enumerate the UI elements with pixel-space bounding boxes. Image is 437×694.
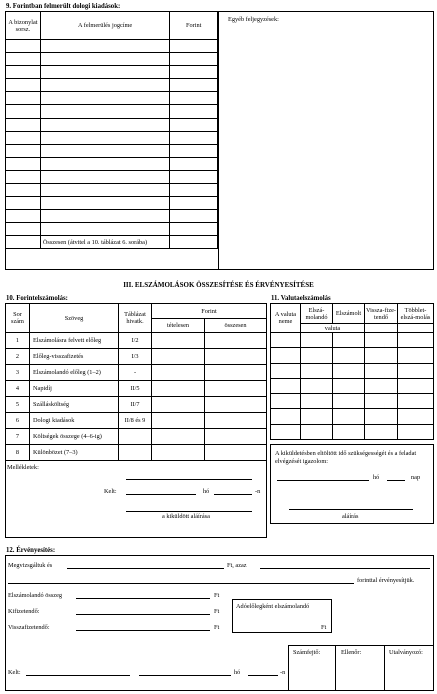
valuta-cell[interactable] bbox=[333, 394, 365, 409]
valuta-row bbox=[271, 394, 434, 409]
adoeloleg-box[interactable] bbox=[232, 599, 332, 633]
s9-row bbox=[6, 105, 218, 118]
s9-row bbox=[6, 66, 218, 79]
sig-box-div1 bbox=[335, 645, 336, 691]
visszafizetendo-line[interactable] bbox=[76, 630, 210, 631]
row-number: 4 bbox=[6, 381, 30, 397]
forint-row bbox=[6, 413, 267, 429]
valuta-table bbox=[270, 303, 434, 440]
kifizetendo-label: Kifizetendő: bbox=[8, 608, 40, 615]
forint-row bbox=[6, 445, 267, 461]
valuta-cell[interactable] bbox=[398, 363, 434, 378]
valuta-cell[interactable] bbox=[398, 424, 434, 439]
ellenor-label: Ellenőr: bbox=[341, 649, 362, 656]
row-osszesen[interactable] bbox=[205, 333, 267, 349]
valuta-cell[interactable] bbox=[271, 363, 301, 378]
valuta-cell[interactable] bbox=[301, 333, 333, 348]
s9-row bbox=[6, 144, 218, 157]
row-tetelesen[interactable] bbox=[152, 365, 205, 381]
s12-kelt-label: Kelt: bbox=[8, 669, 21, 676]
kelt-label: Kelt: bbox=[104, 488, 117, 495]
s9-row bbox=[6, 53, 218, 66]
h-szoveg: Szöveg bbox=[30, 304, 119, 333]
valuta-cell[interactable] bbox=[398, 409, 434, 424]
section-12-frame bbox=[5, 555, 434, 691]
s9-col-forint: Forint bbox=[170, 12, 218, 40]
valuta-cell[interactable] bbox=[301, 348, 333, 363]
row-osszesen[interactable] bbox=[205, 349, 267, 365]
h-osszesen: összesen bbox=[205, 319, 267, 333]
cert-signature-label: aláírás bbox=[342, 513, 359, 520]
s9-cell[interactable] bbox=[6, 210, 41, 223]
adoeloleg-label: Adóelőlegként elszámolandó bbox=[236, 603, 310, 610]
s9-cell[interactable] bbox=[40, 144, 170, 157]
row-text: Napidíj bbox=[30, 381, 119, 397]
s9-row bbox=[6, 197, 218, 210]
kelt-ho: hó bbox=[203, 488, 210, 495]
s9-cell[interactable] bbox=[170, 170, 218, 183]
valuta-cell[interactable] bbox=[365, 348, 398, 363]
row-number: 3 bbox=[6, 365, 30, 381]
forint-row bbox=[6, 429, 267, 445]
s9-cell[interactable] bbox=[170, 157, 218, 170]
visszafizetendo-label: Visszafizetendő: bbox=[8, 624, 50, 631]
kifizetendo-line[interactable] bbox=[76, 614, 210, 615]
row-ref: - bbox=[119, 365, 152, 381]
s9-total-label: Összesen (átvitel a 10. táblázat 6. sorába) bbox=[40, 236, 170, 249]
row-ref: I/3 bbox=[119, 349, 152, 365]
s9-cell[interactable] bbox=[6, 223, 41, 236]
valuta-cell[interactable] bbox=[271, 394, 301, 409]
megvizsgaltuk-line[interactable] bbox=[67, 568, 224, 569]
valuta-cell[interactable] bbox=[271, 348, 301, 363]
s9-cell[interactable] bbox=[170, 53, 218, 66]
section-9-title: 9. Forintban felmerült dologi kiadások: bbox=[6, 3, 121, 10]
s9-cell[interactable] bbox=[6, 118, 41, 131]
s9-cell[interactable] bbox=[40, 223, 170, 236]
valuta-cell[interactable] bbox=[301, 363, 333, 378]
valuta-cell[interactable] bbox=[301, 378, 333, 393]
signature-label: a kiküldött aláírása bbox=[162, 513, 210, 520]
s9-cell[interactable] bbox=[170, 223, 218, 236]
s9-row bbox=[6, 131, 218, 144]
h-visszafizetendo: Vissza-fize-tendő bbox=[365, 304, 398, 324]
row-text: Szállásköltség bbox=[30, 397, 119, 413]
sig-box-top bbox=[288, 645, 434, 646]
s9-cell[interactable] bbox=[6, 53, 41, 66]
valuta-row bbox=[271, 424, 434, 439]
row-ref: II/7 bbox=[119, 397, 152, 413]
s9-row bbox=[6, 170, 218, 183]
s9-cell[interactable] bbox=[40, 184, 170, 197]
row-osszesen[interactable] bbox=[205, 429, 267, 445]
valuta-cell[interactable] bbox=[333, 409, 365, 424]
row-ref bbox=[119, 445, 152, 461]
h-valuta-neme: A valuta neme bbox=[271, 304, 301, 333]
section-10-title: 10. Forintelszámolás: bbox=[6, 295, 68, 302]
row-tetelesen[interactable] bbox=[152, 429, 205, 445]
s12-kelt-line[interactable] bbox=[26, 675, 130, 676]
valuta-cell[interactable] bbox=[271, 333, 301, 348]
s9-cell[interactable] bbox=[40, 105, 170, 118]
row-ref bbox=[119, 429, 152, 445]
section-11-title: 11. Valutaelszámolás bbox=[271, 295, 331, 302]
valuta-cell[interactable] bbox=[333, 333, 365, 348]
s9-cell[interactable] bbox=[170, 184, 218, 197]
valuta-row bbox=[271, 378, 434, 393]
s9-cell[interactable] bbox=[40, 157, 170, 170]
row-tetelesen[interactable] bbox=[152, 413, 205, 429]
valuta-cell[interactable] bbox=[365, 409, 398, 424]
kifizetendo-ft: Ft bbox=[214, 608, 220, 615]
s9-cell[interactable] bbox=[170, 40, 218, 53]
row-text: Dologi kiadások bbox=[30, 413, 119, 429]
valuta-cell[interactable] bbox=[301, 409, 333, 424]
valuta-cell[interactable] bbox=[398, 348, 434, 363]
s9-row bbox=[6, 184, 218, 197]
h-tetelesen: tételesen bbox=[152, 319, 205, 333]
s9-cell[interactable] bbox=[6, 170, 41, 183]
s9-cell[interactable] bbox=[170, 66, 218, 79]
h-elszamolt: Elszámolt bbox=[333, 304, 365, 324]
s9-cell[interactable] bbox=[170, 144, 218, 157]
other-notes-label: Egyéb feljegyzések: bbox=[228, 16, 279, 23]
s9-total-value[interactable] bbox=[170, 236, 218, 249]
valuta-cell[interactable] bbox=[398, 378, 434, 393]
valuta-cell[interactable] bbox=[398, 394, 434, 409]
cert-month-line[interactable] bbox=[277, 480, 369, 481]
row-number: 7 bbox=[6, 429, 30, 445]
valuta-cell[interactable] bbox=[365, 378, 398, 393]
valuta-cell[interactable] bbox=[301, 424, 333, 439]
s9-row bbox=[6, 40, 218, 53]
valuta-cell[interactable] bbox=[333, 424, 365, 439]
s9-cell[interactable] bbox=[40, 92, 170, 105]
section-3-title: III. ELSZÁMOLÁSOK ÖSSZESÍTÉSE ÉS ÉRVÉNYESÍTÉSE bbox=[123, 281, 314, 289]
sig-box-div2 bbox=[384, 645, 385, 691]
utalvanyozo-label: Utalványozó: bbox=[389, 649, 423, 656]
cert-nap: nap bbox=[411, 474, 421, 481]
s9-col-bizonylat: A bizonylat sorsz. bbox=[6, 12, 41, 40]
s9-row bbox=[6, 79, 218, 92]
s12-month-line[interactable] bbox=[139, 675, 231, 676]
row-tetelesen[interactable] bbox=[152, 349, 205, 365]
elszamolando-label: Elszámolandó összeg bbox=[8, 592, 63, 599]
ft-azaz-label: Ft, azaz bbox=[227, 562, 247, 569]
s12-ho: hó bbox=[234, 669, 241, 676]
s9-cell[interactable] bbox=[40, 170, 170, 183]
elszamolando-ft: Ft bbox=[214, 592, 220, 599]
s9-cell[interactable] bbox=[6, 79, 41, 92]
row-tetelesen[interactable] bbox=[152, 381, 205, 397]
row-number: 2 bbox=[6, 349, 30, 365]
s9-cell[interactable] bbox=[40, 131, 170, 144]
s9-cell[interactable] bbox=[6, 144, 41, 157]
signature-line[interactable] bbox=[126, 511, 252, 512]
kelt-line[interactable] bbox=[126, 494, 196, 495]
section-9-table bbox=[5, 11, 218, 249]
megvizsgaltuk-label: Megvizsgáltuk és bbox=[8, 562, 53, 569]
forint-row bbox=[6, 365, 267, 381]
valuta-row bbox=[271, 363, 434, 378]
attachments-line[interactable] bbox=[126, 479, 252, 480]
s9-row bbox=[6, 118, 218, 131]
row-osszesen[interactable] bbox=[205, 445, 267, 461]
row-text: Költségek összege (4–6-ig) bbox=[30, 429, 119, 445]
certification-box bbox=[270, 444, 434, 524]
s9-cell[interactable] bbox=[40, 210, 170, 223]
sig-box-left bbox=[288, 645, 289, 691]
forint-row bbox=[6, 333, 267, 349]
s9-cell[interactable] bbox=[6, 66, 41, 79]
valuta-cell[interactable] bbox=[333, 348, 365, 363]
valuta-row bbox=[271, 333, 434, 348]
adoeloleg-ft: Ft bbox=[321, 624, 327, 631]
cert-ho: hó bbox=[373, 474, 380, 481]
row-number: 1 bbox=[6, 333, 30, 349]
valuta-cell[interactable] bbox=[333, 378, 365, 393]
s9-cell[interactable] bbox=[6, 92, 41, 105]
row-ref: I/2 bbox=[119, 333, 152, 349]
s9-cell[interactable] bbox=[170, 197, 218, 210]
s9-cell[interactable] bbox=[170, 131, 218, 144]
row-osszesen[interactable] bbox=[205, 413, 267, 429]
row-osszesen[interactable] bbox=[205, 381, 267, 397]
valuta-cell[interactable] bbox=[333, 363, 365, 378]
s12-n: -n bbox=[280, 669, 286, 676]
s9-cell[interactable] bbox=[170, 79, 218, 92]
row-tetelesen[interactable] bbox=[152, 333, 205, 349]
s9-cell[interactable] bbox=[40, 118, 170, 131]
row-number: 8 bbox=[6, 445, 30, 461]
s9-cell[interactable] bbox=[40, 197, 170, 210]
s12-day-line[interactable] bbox=[248, 675, 278, 676]
h-tablazat: Táblázat hivatk. bbox=[119, 304, 152, 333]
forint-row bbox=[6, 349, 267, 365]
s9-cell[interactable] bbox=[6, 197, 41, 210]
valuta-cell[interactable] bbox=[365, 394, 398, 409]
s9-cell[interactable] bbox=[6, 157, 41, 170]
section-12-title: 12. Érvényesítés: bbox=[6, 547, 56, 554]
s9-cell[interactable] bbox=[6, 131, 41, 144]
row-text: Előleg-visszafizetés bbox=[30, 349, 119, 365]
s9-cell[interactable] bbox=[40, 66, 170, 79]
valuta-cell[interactable] bbox=[365, 333, 398, 348]
azaz-line[interactable] bbox=[260, 568, 430, 569]
row-text: Elszámolandó előleg (1–2) bbox=[30, 365, 119, 381]
s9-cell[interactable] bbox=[40, 53, 170, 66]
s9-cell[interactable] bbox=[170, 92, 218, 105]
cert-signature-line[interactable] bbox=[289, 509, 413, 510]
row-text: Elszámolásra felvett előleg bbox=[30, 333, 119, 349]
row-osszesen[interactable] bbox=[205, 397, 267, 413]
forinttal-label: forinttal érvényesítjük. bbox=[357, 577, 415, 584]
valuta-cell[interactable] bbox=[271, 378, 301, 393]
s9-cell[interactable] bbox=[6, 105, 41, 118]
s9-cell[interactable] bbox=[170, 118, 218, 131]
s9-row bbox=[6, 223, 218, 236]
s9-col-jogcim: A felmerülés jogcíme bbox=[40, 12, 170, 40]
szamfejto-label: Számfejtő: bbox=[293, 649, 321, 656]
valuta-cell[interactable] bbox=[398, 333, 434, 348]
valuta-row bbox=[271, 409, 434, 424]
s9-cell[interactable] bbox=[170, 210, 218, 223]
kelt-day-line[interactable] bbox=[214, 494, 252, 495]
h-sor: Sor szám bbox=[6, 304, 30, 333]
elszamolando-line[interactable] bbox=[76, 598, 210, 599]
row-tetelesen[interactable] bbox=[152, 445, 205, 461]
h-forint: Forint bbox=[152, 304, 267, 319]
valuta-cell[interactable] bbox=[271, 409, 301, 424]
valuta-cell[interactable] bbox=[301, 394, 333, 409]
row-ref: II/5 bbox=[119, 381, 152, 397]
valuta-cell[interactable] bbox=[271, 424, 301, 439]
kelt-n: -n bbox=[255, 488, 261, 495]
forint-row bbox=[6, 381, 267, 397]
s9-row bbox=[6, 157, 218, 170]
row-tetelesen[interactable] bbox=[152, 397, 205, 413]
cert-day-line[interactable] bbox=[387, 480, 405, 481]
h-elszamolando: Elszá-molandó bbox=[301, 304, 333, 324]
valuta-cell[interactable] bbox=[365, 363, 398, 378]
row-osszesen[interactable] bbox=[205, 365, 267, 381]
h-tobblet: Többlet-elszá-molás bbox=[398, 304, 434, 324]
forint-table bbox=[5, 303, 267, 461]
row-number: 5 bbox=[6, 397, 30, 413]
certification-text: A kiküldetésben eltöltött idő szükségességét és a feladat elvégzését igazolom: bbox=[275, 450, 417, 466]
s9-cell[interactable] bbox=[40, 40, 170, 53]
row-number: 6 bbox=[6, 413, 30, 429]
row-ref: II/8 és 9 bbox=[119, 413, 152, 429]
valuta-cell[interactable] bbox=[365, 424, 398, 439]
s9-cell[interactable] bbox=[6, 184, 41, 197]
s9-cell[interactable] bbox=[40, 79, 170, 92]
attachments-label: Mellékletek: bbox=[7, 464, 39, 471]
forint-row bbox=[6, 397, 267, 413]
valuta-row bbox=[271, 348, 434, 363]
s9-row bbox=[6, 210, 218, 223]
forinttal-line[interactable] bbox=[8, 583, 354, 584]
visszafizetendo-ft: Ft bbox=[214, 624, 220, 631]
h-valuta: valuta bbox=[301, 324, 365, 333]
s9-total-no bbox=[6, 236, 41, 249]
s9-row bbox=[6, 92, 218, 105]
row-text: Különbözet (7–3) bbox=[30, 445, 119, 461]
s9-cell[interactable] bbox=[170, 105, 218, 118]
s9-cell[interactable] bbox=[6, 40, 41, 53]
